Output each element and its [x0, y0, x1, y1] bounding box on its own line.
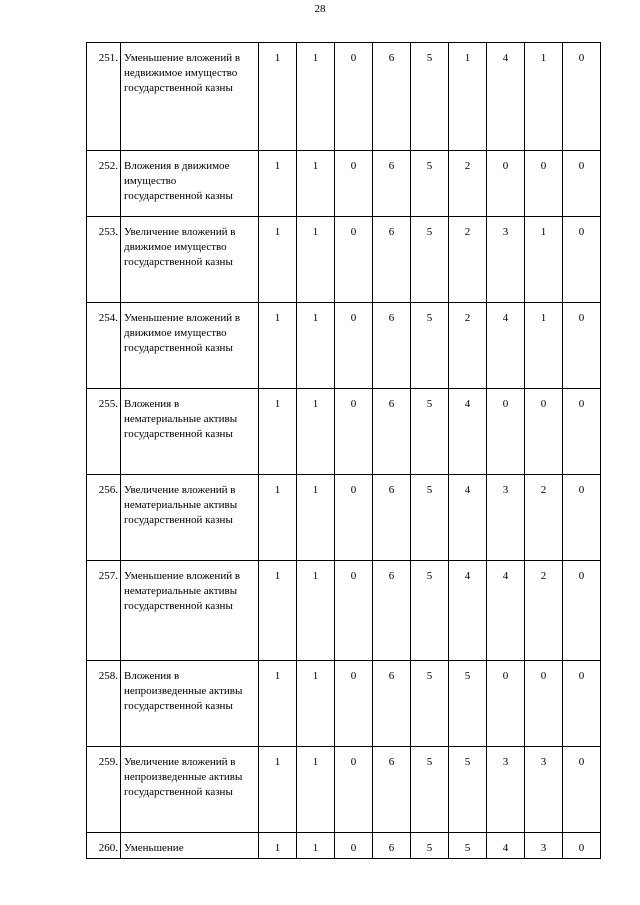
code-digit: 2 [525, 475, 563, 561]
code-digit: 0 [335, 217, 373, 303]
code-digit: 1 [259, 389, 297, 475]
code-digit: 2 [449, 217, 487, 303]
code-digit: 5 [411, 833, 449, 859]
code-digit: 4 [449, 475, 487, 561]
code-digit: 5 [449, 833, 487, 859]
account-name: Уменьшение вложений в нематериальные активы государственной казны [121, 561, 259, 661]
code-digit: 0 [563, 833, 601, 859]
code-digit: 1 [259, 661, 297, 747]
code-digit: 2 [525, 561, 563, 661]
code-digit: 6 [373, 151, 411, 217]
code-digit: 5 [411, 303, 449, 389]
account-name: Уменьшение [121, 833, 259, 859]
code-digit: 1 [259, 561, 297, 661]
code-digit: 1 [525, 303, 563, 389]
code-digit: 1 [297, 561, 335, 661]
code-digit: 4 [487, 43, 525, 151]
code-digit: 0 [563, 475, 601, 561]
code-digit: 1 [259, 833, 297, 859]
code-digit: 0 [563, 389, 601, 475]
account-name: Вложения в непроизведенные активы государственной казны [121, 661, 259, 747]
code-digit: 6 [373, 661, 411, 747]
code-digit: 0 [335, 43, 373, 151]
code-digit: 1 [297, 833, 335, 859]
code-digit: 3 [487, 475, 525, 561]
code-digit: 2 [449, 303, 487, 389]
code-digit: 0 [335, 833, 373, 859]
row-number: 259. [87, 747, 121, 833]
code-digit: 5 [411, 43, 449, 151]
code-digit: 3 [487, 217, 525, 303]
table-row [87, 303, 601, 389]
code-digit: 4 [449, 389, 487, 475]
code-digit: 4 [449, 561, 487, 661]
code-digit: 0 [335, 475, 373, 561]
code-digit: 0 [563, 43, 601, 151]
code-digit: 1 [259, 43, 297, 151]
code-digit: 0 [335, 389, 373, 475]
code-digit: 0 [335, 747, 373, 833]
table-row [87, 151, 601, 217]
account-codes-table [86, 42, 601, 859]
table-row [87, 217, 601, 303]
code-digit: 1 [297, 303, 335, 389]
code-digit: 0 [335, 561, 373, 661]
code-digit: 4 [487, 833, 525, 859]
code-digit: 1 [297, 661, 335, 747]
code-digit: 1 [259, 303, 297, 389]
code-digit: 5 [411, 561, 449, 661]
code-digit: 1 [297, 151, 335, 217]
code-digit: 5 [449, 661, 487, 747]
row-number: 255. [87, 389, 121, 475]
code-digit: 6 [373, 833, 411, 859]
row-number: 254. [87, 303, 121, 389]
row-number: 256. [87, 475, 121, 561]
code-digit: 6 [373, 217, 411, 303]
account-name: Увеличение вложений в нематериальные активы государственной казны [121, 475, 259, 561]
code-digit: 0 [525, 389, 563, 475]
code-digit: 0 [563, 661, 601, 747]
table-row [87, 661, 601, 747]
code-digit: 0 [563, 217, 601, 303]
code-digit: 6 [373, 561, 411, 661]
code-digit: 0 [487, 389, 525, 475]
code-digit: 6 [373, 389, 411, 475]
code-digit: 1 [259, 151, 297, 217]
table-row [87, 43, 601, 151]
table-row [87, 475, 601, 561]
account-name: Уменьшение вложений в движимое имущество государственной казны [121, 303, 259, 389]
code-digit: 0 [525, 661, 563, 747]
table-row [87, 561, 601, 661]
row-number: 252. [87, 151, 121, 217]
row-number: 258. [87, 661, 121, 747]
row-number: 251. [87, 43, 121, 151]
row-number: 257. [87, 561, 121, 661]
row-number: 260. [87, 833, 121, 859]
code-digit: 1 [449, 43, 487, 151]
table-row [87, 747, 601, 833]
code-digit: 1 [525, 217, 563, 303]
code-digit: 0 [335, 661, 373, 747]
code-digit: 3 [487, 747, 525, 833]
code-digit: 6 [373, 43, 411, 151]
code-digit: 5 [449, 747, 487, 833]
code-digit: 5 [411, 747, 449, 833]
code-digit: 0 [335, 303, 373, 389]
account-name: Вложения в движимое имущество государственной казны [121, 151, 259, 217]
table-row [87, 833, 601, 859]
code-digit: 6 [373, 475, 411, 561]
table-row [87, 389, 601, 475]
row-number: 253. [87, 217, 121, 303]
code-digit: 1 [297, 475, 335, 561]
code-digit: 1 [297, 43, 335, 151]
code-digit: 3 [525, 833, 563, 859]
account-name: Уменьшение вложений в недвижимое имущество государственной казны [121, 43, 259, 151]
code-digit: 1 [297, 747, 335, 833]
account-name: Увеличение вложений в непроизведенные активы государственной казны [121, 747, 259, 833]
code-digit: 0 [525, 151, 563, 217]
code-digit: 0 [563, 303, 601, 389]
code-digit: 0 [563, 747, 601, 833]
code-digit: 0 [487, 151, 525, 217]
account-name: Увеличение вложений в движимое имущество государственной казны [121, 217, 259, 303]
code-digit: 6 [373, 303, 411, 389]
code-digit: 5 [411, 661, 449, 747]
page-number: 28 [314, 3, 326, 15]
code-digit: 0 [487, 661, 525, 747]
code-digit: 1 [259, 217, 297, 303]
code-digit: 1 [259, 747, 297, 833]
code-digit: 1 [297, 389, 335, 475]
code-digit: 1 [525, 43, 563, 151]
code-digit: 4 [487, 303, 525, 389]
code-digit: 5 [411, 475, 449, 561]
code-digit: 0 [335, 151, 373, 217]
code-digit: 1 [297, 217, 335, 303]
code-digit: 5 [411, 151, 449, 217]
code-digit: 5 [411, 217, 449, 303]
code-digit: 2 [449, 151, 487, 217]
code-digit: 5 [411, 389, 449, 475]
account-name: Вложения в нематериальные активы государственной казны [121, 389, 259, 475]
code-digit: 4 [487, 561, 525, 661]
code-digit: 6 [373, 747, 411, 833]
code-digit: 1 [259, 475, 297, 561]
code-digit: 0 [563, 561, 601, 661]
code-digit: 0 [563, 151, 601, 217]
code-digit: 3 [525, 747, 563, 833]
